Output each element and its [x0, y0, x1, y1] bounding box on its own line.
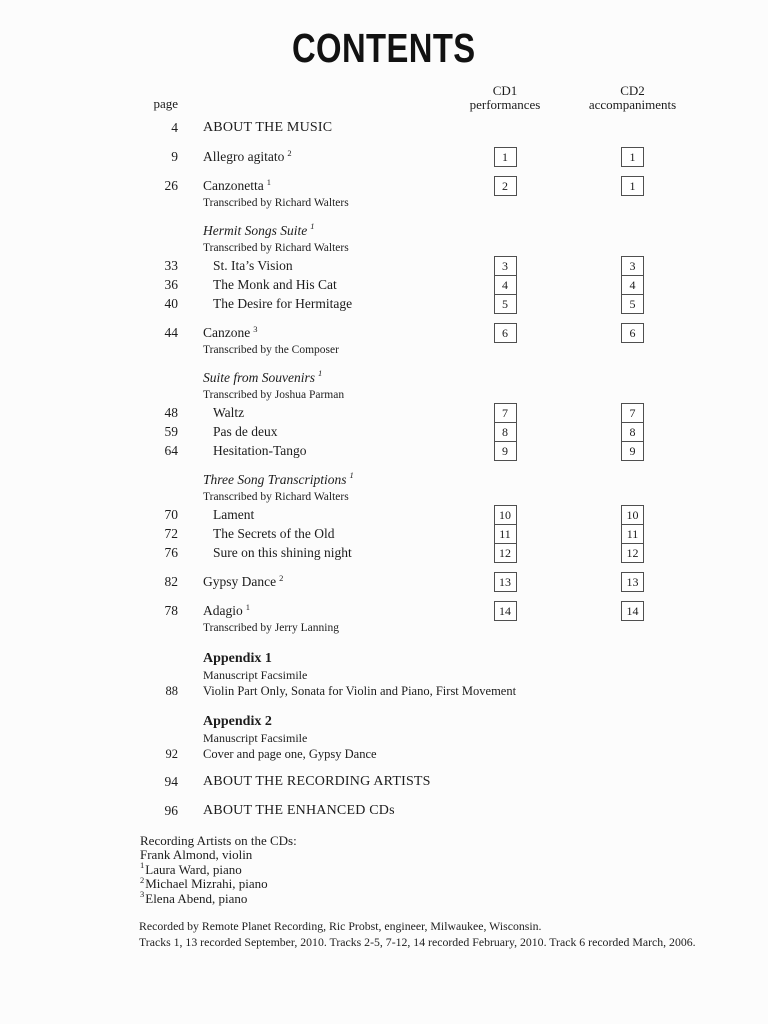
track-title [180, 747, 445, 762]
track-title-text: The Monk and His Cat [213, 277, 337, 292]
track-title [180, 325, 445, 341]
column-header-page: page [153, 96, 178, 111]
group-title [180, 370, 445, 386]
toc-row [0, 176, 768, 195]
track-title [180, 507, 445, 523]
toc-note-row [0, 240, 768, 256]
page-number: 64 [164, 443, 178, 458]
track-title [180, 803, 445, 819]
cd1-track-box [494, 572, 517, 592]
track-title-text: The Secrets of the Old [213, 526, 335, 541]
toc-group-heading [0, 368, 768, 387]
track-title [180, 405, 445, 421]
toc-row [0, 601, 768, 620]
track-title-text: Canzone [203, 325, 251, 340]
page-number: 78 [164, 603, 178, 618]
transcriber-note: Transcribed by Richard Walters [203, 197, 349, 209]
track-title [180, 774, 445, 790]
cd1-track-box [494, 176, 517, 196]
column-header-cd2-line2: accompaniments [588, 97, 677, 112]
credits-block [140, 834, 768, 906]
toc-section [0, 572, 768, 591]
track-title-text: Allegro agitato [203, 149, 285, 164]
credit-line [140, 889, 768, 906]
cd1-track-number: 10 [499, 507, 511, 522]
toc-section [0, 713, 768, 762]
cd2-cell [565, 403, 700, 423]
group-title-text: Hermit Songs Suite [203, 222, 308, 238]
cd2-track-number: 14 [626, 603, 639, 618]
cd2-track-box [621, 505, 644, 525]
track-title [180, 683, 517, 699]
toc-group-heading [0, 650, 768, 668]
cd1-cell [445, 323, 565, 343]
recording-note-line: Recorded by Remote Planet Recording, Ric Probst, engineer, Milwaukee, Wisconsin. [139, 919, 542, 934]
credit-text: Recording Artists on the CDs: [140, 833, 297, 848]
toc [0, 118, 768, 820]
track-title [180, 258, 445, 274]
track-title [180, 120, 445, 136]
track-title [180, 526, 445, 542]
cd1-track-number: 11 [499, 526, 511, 541]
cd2-cell [565, 441, 700, 461]
cd2-cell [565, 422, 700, 442]
track-title-text: St. Ita’s Vision [213, 258, 293, 273]
cd1-cell [445, 275, 565, 295]
page-number: 70 [164, 507, 178, 522]
toc-row [0, 118, 768, 137]
toc-section [0, 368, 768, 460]
toc-row [0, 441, 768, 460]
track-title-text: ABOUT THE ENHANCED CDs [203, 802, 395, 818]
cd1-track-number: 8 [502, 424, 508, 439]
toc-row [0, 524, 768, 543]
cd1-track-box [494, 505, 517, 525]
toc-section [0, 650, 768, 699]
toc-row [0, 323, 768, 342]
cd2-track-box [621, 323, 644, 343]
superscript-marker: 3 [253, 323, 258, 334]
column-header-cd2 [565, 84, 700, 112]
transcriber-note: Transcribed by Richard Walters [203, 491, 349, 503]
cd1-track-box [494, 524, 517, 544]
toc-section [0, 323, 768, 358]
superscript-marker: 1 [318, 368, 323, 378]
transcriber-note: Transcribed by Jerry Lanning [203, 622, 339, 634]
cd1-track-box [494, 275, 517, 295]
page-number: 88 [165, 683, 178, 698]
cd1-track-box [494, 403, 517, 423]
transcriber-note: Transcribed by Joshua Parman [203, 389, 345, 401]
cd2-track-box [621, 441, 644, 461]
cd1-cell [445, 601, 565, 621]
column-header-cd1 [445, 84, 565, 112]
page-number: 94 [164, 773, 178, 789]
cd1-track-number: 4 [502, 277, 508, 292]
cd2-track-box [621, 176, 644, 196]
toc-section [0, 801, 768, 820]
group-title [180, 714, 445, 730]
column-header-cd2-line1: CD2 [620, 83, 645, 98]
cd1-cell [445, 572, 565, 592]
cd1-track-number: 13 [499, 574, 511, 589]
credit-text: Frank Almond, violin [140, 847, 253, 863]
credit-text: Laura Ward, piano [145, 861, 242, 877]
cd1-track-number: 2 [502, 178, 508, 193]
toc-row [0, 294, 768, 313]
group-title [180, 472, 445, 488]
track-title-text: ABOUT THE MUSIC [203, 119, 333, 135]
transcriber-note: Manuscript Facsimile [203, 731, 308, 745]
track-title-text: The Desire for Hermitage [213, 296, 353, 311]
toc-section [0, 772, 768, 791]
superscript-marker: 1 [140, 860, 145, 871]
page-number: 76 [164, 545, 178, 560]
page-number: 82 [164, 574, 178, 589]
cd1-cell [445, 543, 565, 563]
cd1-track-number: 14 [499, 603, 511, 618]
track-title-text: Violin Part Only, Sonata for Violin and Piano, First Movement [203, 683, 517, 698]
cd2-cell [565, 524, 700, 544]
page-title [0, 25, 768, 71]
cd1-track-box [494, 422, 517, 442]
cd2-track-number: 1 [629, 149, 636, 164]
cd2-track-box [621, 294, 644, 314]
cd2-track-box [621, 275, 644, 295]
track-title [180, 277, 445, 293]
page-number: 9 [171, 149, 178, 164]
toc-note-row [0, 731, 768, 746]
track-title-text: Lament [213, 507, 255, 522]
cd2-track-box [621, 543, 644, 563]
toc-row [0, 403, 768, 422]
track-title [180, 443, 445, 459]
toc-group-heading [0, 221, 768, 240]
cd2-track-number: 6 [629, 325, 636, 340]
cd2-track-number: 5 [629, 296, 636, 311]
transcriber-note: Transcribed by Richard Walters [203, 242, 349, 254]
recording-note-line: Tracks 1, 13 recorded September, 2010. Tracks 2-5, 7-12, 14 recorded February, 2010. Track 6 recorded March, 2006. [139, 935, 696, 950]
toc-row [0, 572, 768, 591]
page-number: 26 [164, 178, 178, 193]
cd1-track-number: 7 [502, 405, 508, 420]
toc-row [0, 275, 768, 294]
page-number: 92 [165, 746, 178, 761]
cd2-track-number: 8 [629, 424, 636, 439]
cd1-track-number: 3 [502, 258, 508, 273]
cd2-track-number: 7 [629, 405, 636, 420]
track-title-text: ABOUT THE RECORDING ARTISTS [203, 773, 431, 789]
cd1-track-box [494, 543, 517, 563]
superscript-marker: 1 [310, 221, 315, 231]
cd2-track-number: 11 [626, 526, 639, 541]
cd2-track-number: 13 [626, 574, 639, 589]
cd1-track-number: 9 [502, 443, 508, 458]
cd2-track-box [621, 572, 644, 592]
cd1-track-box [494, 256, 517, 276]
cd2-track-box [621, 147, 644, 167]
cd1-cell [445, 505, 565, 525]
page-number: 96 [164, 802, 178, 818]
track-title-text: Waltz [213, 405, 245, 420]
cd2-cell [565, 256, 700, 276]
credit-line [140, 848, 768, 862]
credit-line [140, 874, 768, 892]
toc-row [0, 772, 768, 791]
cd2-cell [565, 543, 700, 563]
toc-row [0, 147, 768, 166]
toc-section [0, 470, 768, 562]
column-header-cd1-line2: performances [469, 97, 541, 112]
cd1-cell [445, 524, 565, 544]
cd2-track-number: 4 [629, 277, 636, 292]
toc-section [0, 147, 768, 166]
page-number: 44 [164, 325, 178, 340]
cd2-cell [565, 323, 700, 343]
cd1-track-number: 5 [502, 296, 508, 311]
track-title [180, 545, 445, 561]
cd2-track-number: 12 [626, 545, 639, 560]
superscript-marker: 2 [140, 874, 145, 885]
track-title-text: Cover and page one, Gypsy Dance [203, 746, 377, 761]
group-title-text: Appendix 1 [203, 651, 272, 666]
cd2-track-number: 3 [629, 258, 636, 273]
page-number: 59 [164, 424, 178, 439]
transcriber-note: Transcribed by the Composer [203, 344, 339, 356]
group-title-text: Three Song Transcriptions [203, 471, 347, 487]
cd1-cell [445, 403, 565, 423]
page-number: 40 [164, 296, 178, 311]
track-title [180, 149, 445, 165]
cd2-track-number: 10 [626, 507, 639, 522]
cd1-track-number: 12 [499, 545, 511, 560]
page-title-text: CONTENTS [292, 25, 476, 71]
cd2-track-box [621, 524, 644, 544]
cd1-cell [445, 294, 565, 314]
column-header-cd1-line1: CD1 [492, 83, 518, 98]
cd2-track-box [621, 601, 644, 621]
cd2-cell [565, 572, 700, 592]
cd1-cell [445, 422, 565, 442]
toc-section [0, 118, 768, 137]
credit-text: Michael Mizrahi, piano [145, 876, 268, 892]
superscript-marker: 1 [266, 176, 271, 187]
toc-note-row [0, 387, 768, 403]
toc-note-row [0, 620, 768, 636]
track-title-text: Canzonetta [203, 178, 264, 193]
cd2-track-box [621, 256, 644, 276]
cd1-cell [445, 176, 565, 196]
credit-text: Elena Abend, piano [145, 890, 248, 906]
page-number: 48 [164, 405, 178, 420]
cd2-cell [565, 294, 700, 314]
cd2-cell [565, 176, 700, 196]
cd2-cell [565, 505, 700, 525]
track-title-text: Gypsy Dance [203, 574, 277, 589]
track-title [180, 603, 445, 619]
recording-notes [139, 918, 768, 951]
group-title [180, 651, 445, 667]
superscript-marker: 1 [245, 601, 250, 612]
track-title [180, 178, 445, 194]
page-number: 33 [164, 258, 178, 273]
toc-row [0, 801, 768, 820]
group-title-text: Appendix 2 [203, 714, 272, 729]
cd2-cell [565, 275, 700, 295]
toc-group-heading [0, 713, 768, 731]
superscript-marker: 2 [287, 147, 292, 158]
toc-row [0, 422, 768, 441]
cd1-track-number: 6 [502, 325, 508, 340]
cd2-track-box [621, 403, 644, 423]
cd1-track-number: 1 [502, 149, 508, 164]
toc-row [0, 256, 768, 275]
cd1-track-box [494, 601, 517, 621]
cd1-track-box [494, 323, 517, 343]
toc-note-row [0, 342, 768, 358]
track-title-text: Pas de deux [213, 424, 278, 439]
cd2-cell [565, 601, 700, 621]
superscript-marker: 1 [349, 470, 354, 480]
cd2-track-number: 9 [629, 443, 636, 458]
cd1-track-box [494, 441, 517, 461]
track-title [180, 424, 445, 440]
cd1-track-box [494, 294, 517, 314]
page-number: 4 [171, 119, 178, 135]
superscript-marker: 3 [140, 889, 145, 900]
toc-row [0, 543, 768, 562]
group-title [180, 223, 445, 239]
toc-group-heading [0, 470, 768, 489]
toc-row [0, 746, 768, 762]
cd2-track-box [621, 422, 644, 442]
superscript-marker: 2 [279, 572, 284, 583]
track-title-text: Hesitation-Tango [213, 443, 307, 458]
toc-section [0, 176, 768, 211]
toc-section [0, 221, 768, 313]
toc-row [0, 683, 768, 699]
track-title-text: Adagio [203, 603, 243, 618]
cd1-track-box [494, 147, 517, 167]
toc-note-row [0, 489, 768, 505]
cd1-cell [445, 441, 565, 461]
toc-section [0, 601, 768, 636]
cd2-track-number: 1 [629, 178, 636, 193]
track-title-text: Sure on this shining night [213, 545, 352, 560]
transcriber-note: Manuscript Facsimile [203, 668, 308, 682]
cd1-cell [445, 256, 565, 276]
column-headers [0, 82, 768, 112]
toc-row [0, 505, 768, 524]
group-title-text: Suite from Souvenirs [203, 369, 315, 385]
cd1-cell [445, 147, 565, 167]
toc-note-row [0, 195, 768, 211]
cd2-cell [565, 147, 700, 167]
page-number: 36 [164, 277, 178, 292]
track-title [180, 574, 445, 590]
credit-line [140, 834, 768, 848]
toc-note-row [0, 668, 768, 683]
page-number: 72 [164, 526, 178, 541]
track-title [180, 296, 445, 312]
